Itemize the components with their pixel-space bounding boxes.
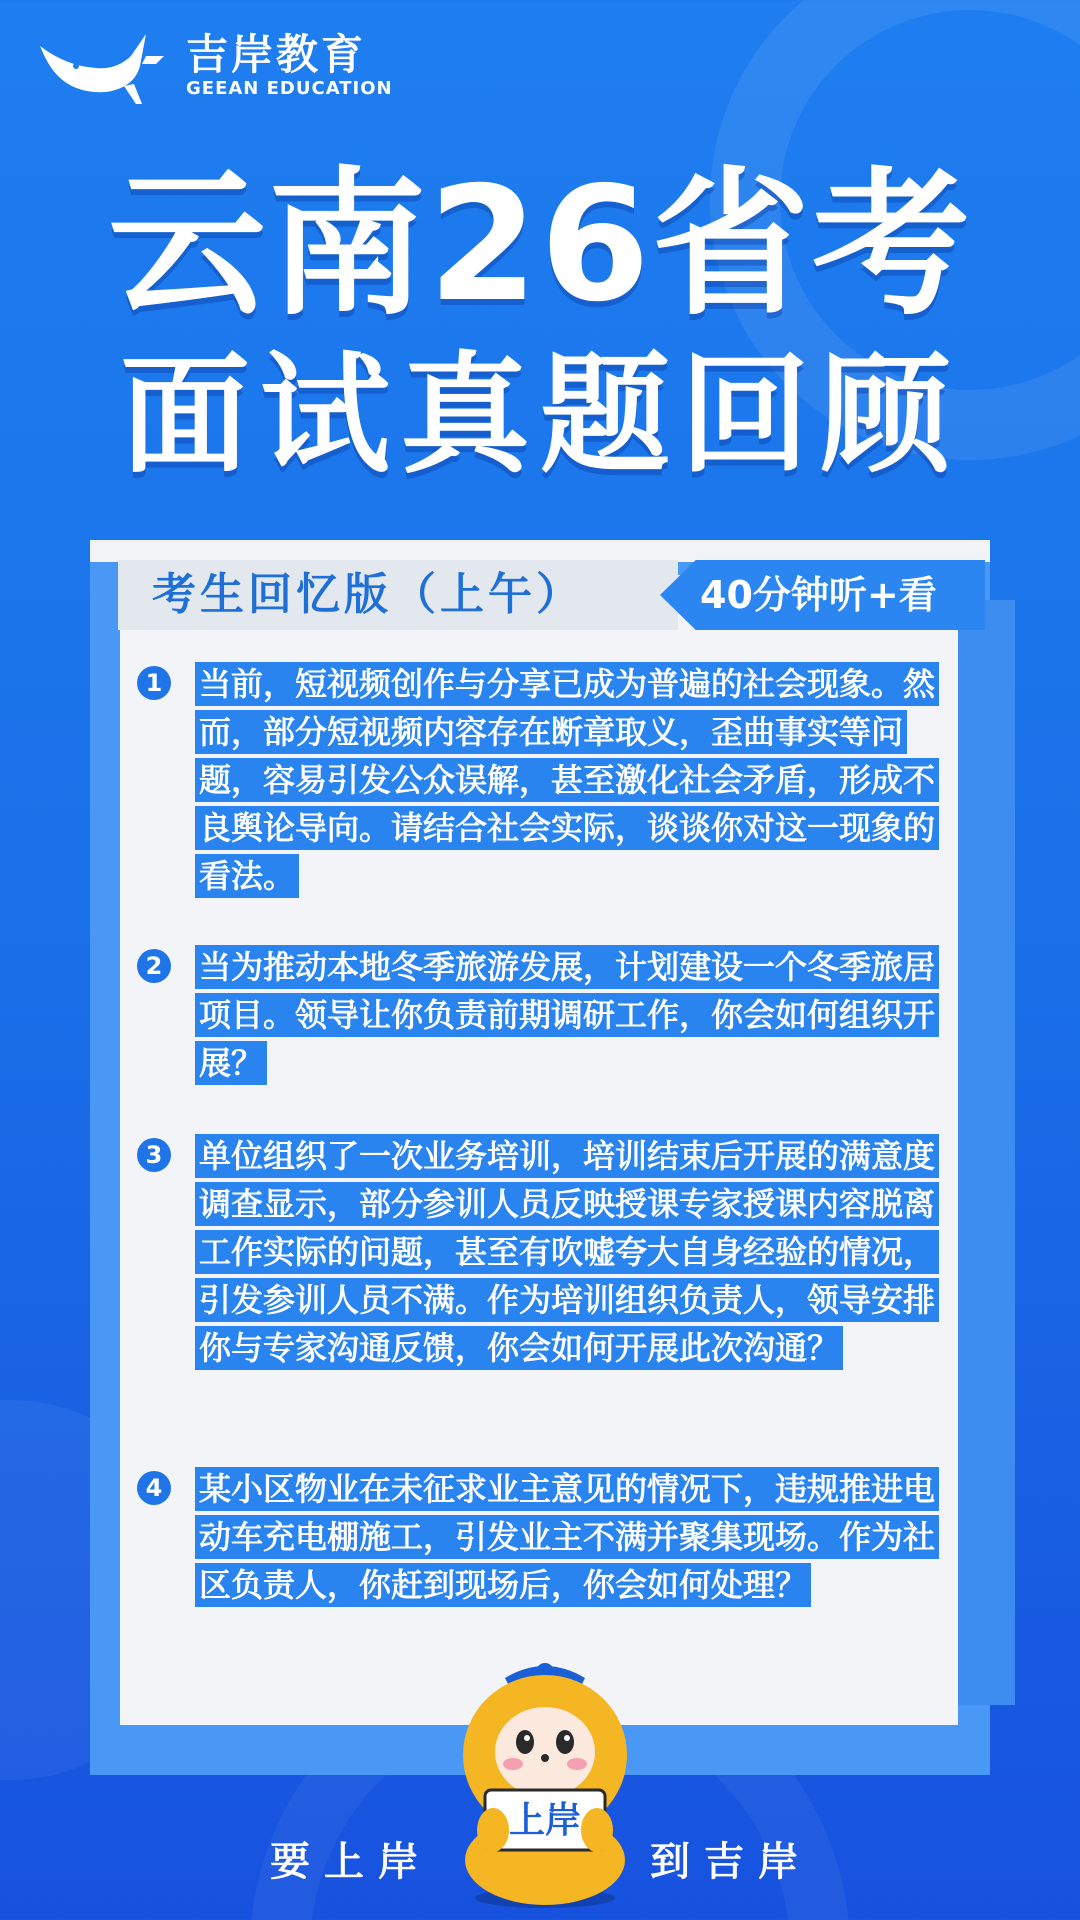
duration-tag-text: 40分钟听+看 [700, 573, 937, 617]
page-title-line1: 云南26省考 [108, 153, 972, 337]
number-badge-icon: 3 [137, 1138, 171, 1172]
brand-name-en: GEEAN EDUCATION [186, 78, 393, 99]
number-badge-icon: 1 [137, 666, 171, 700]
mascot-illustration [445, 1660, 645, 1910]
card-top-strip [90, 540, 990, 562]
slogan-left: 要上岸 [270, 1839, 432, 1885]
whale-logo-icon [36, 26, 166, 106]
brand-name-cn: 吉岸教育 [186, 30, 367, 79]
page-title-line2: 面试真题回顾 [119, 339, 960, 491]
slogan-right: 到吉岸 [650, 1839, 812, 1885]
question-text: 某小区物业在未征求业主意见的情况下，违规推进电动车充电棚施工，引发业主不满并聚集现场。作为社区负责人，你赶到现场后，你会如何处理？ [195, 1465, 950, 1609]
brand-header [36, 26, 393, 106]
edition-label: 考生回忆版（上午） [152, 569, 584, 620]
question-text: 当为推动本地冬季旅游发展，计划建设一个冬季旅居项目。领导让你负责前期调研工作，你会如何组织开展？ [195, 943, 950, 1087]
number-badge-icon: 2 [137, 949, 171, 983]
question-text: 单位组织了一次业务培训，培训结束后开展的满意度调查显示，部分参训人员反映授课专家授课内容脱离工作实际的问题，甚至有吹嘘夸大自身经验的情况，引发参训人员不满。作为培训组织负责人，领导安排你与专家沟通反馈，你会如何开展此次沟通？ [195, 1132, 950, 1372]
mascot-sign-text: 上岸 [508, 1800, 582, 1841]
question-text: 当前，短视频创作与分享已成为普遍的社会现象。然而，部分短视频内容存在断章取义，歪曲事实等问题，容易引发公众误解，甚至激化社会矛盾，形成不良舆论导向。请结合社会实际，谈谈你对这一现象的看法。 [195, 660, 950, 900]
number-badge-icon: 4 [137, 1471, 171, 1505]
